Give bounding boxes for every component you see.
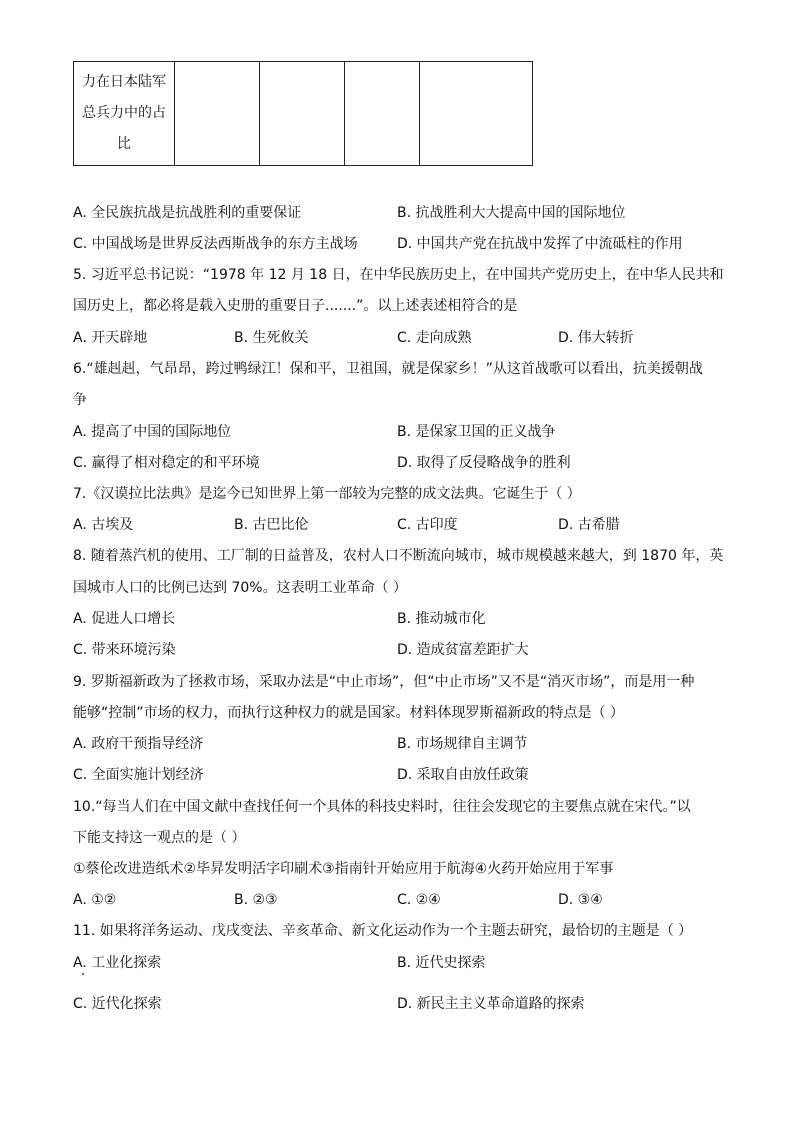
q6-stem-line2: 争 [73,392,87,408]
q8-stem-line2: 国城市人口的比例已达到 70%。这表明工业革命（ ） [73,580,408,596]
q10-stem-line2: 下能支持这一观点的是（ ） [73,830,246,846]
q11-option-d: D. 新民主主义革命道路的探索 [397,996,585,1012]
q9-option-a: A. 政府干预指导经济 [73,736,204,752]
q8-option-c: C. 带来环境污染 [73,642,176,658]
row-label-line: 力在日本陆军 [82,74,166,90]
q10-stem-line1: 10.“每当人们在中国文献中查找任何一个具体的科技史料时，往往会发现它的主要焦点就在宋代。”以 [73,799,691,815]
table-row [74,62,533,166]
table-cell [345,62,420,166]
table-cell [260,62,345,166]
row-label-line: 比 [117,136,131,152]
q8-option-a: A. 促进人口增长 [73,611,176,627]
table-row-label [74,62,175,166]
q6-option-d: D. 取得了反侵略战争的胜利 [397,455,571,471]
q10-option-d: D. ③④ [558,892,603,908]
q9-stem-line1: 9. 罗斯福新政为了拯救市场，采取办法是“中止市场”，但“中止市场”又不是“消灭市场”，而是用一种 [73,674,695,690]
data-table [73,61,533,166]
q5-stem-line2: 国历史上，都必将是载入史册的重要日子.......”。以上述表述相符合的是 [73,298,518,314]
q11-option-c: C. 近代化探索 [73,996,162,1012]
q5-stem-line1: 5. 习近平总书记说：“1978 年 12 月 18 日，在中华民族历史上，在中国共产党历史上，在中华人民共和 [73,267,724,283]
q4-option-b: B. 抗战胜利大大提高中国的国际地位 [397,205,626,221]
q11-option-a: A. 工业化探索 [73,955,162,971]
q5-option-c: C. 走向成熟 [397,330,472,346]
q5-option-d: D. 伟大转折 [558,330,634,346]
stray-dot [82,973,84,975]
q6-option-b: B. 是保家卫国的正义战争 [397,424,556,440]
q7-option-c: C. 古印度 [397,517,458,533]
q8-option-b: B. 推动城市化 [397,611,486,627]
q10-option-b: B. ②③ [234,892,278,908]
q6-option-c: C. 赢得了相对稳定的和平环境 [73,455,260,471]
q7-stem-line1: 7.《汉谟拉比法典》是迄今已知世界上第一部较为完整的成文法典。它诞生于（ ） [73,486,581,502]
q5-option-b: B. 生死攸关 [234,330,309,346]
table-cell [175,62,260,166]
q9-stem-line2: 能够“控制”市场的权力，而执行这种权力的就是国家。材料体现罗斯福新政的特点是（ ） [73,705,624,721]
q6-stem-line1: 6.“雄赳赳，气昂昂，跨过鸭绿江！保和平，卫祖国，就是保家乡！”从这首战歌可以看出，抗美援朝战 [73,361,703,377]
q8-option-d: D. 造成贫富差距扩大 [397,642,529,658]
q10-option-a: A. ①② [73,892,117,908]
q4-option-a: A. 全民族抗战是抗战胜利的重要保证 [73,205,302,221]
q9-option-b: B. 市场规律自主调节 [397,736,528,752]
q7-option-a: A. 古埃及 [73,517,134,533]
q5-option-a: A. 开天辟地 [73,330,148,346]
q10-stem-line3: ①蔡伦改进造纸术②毕昇发明活字印刷术③指南针开始应用于航海④火药开始应用于军事 [73,861,614,877]
q9-option-c: C. 全面实施计划经济 [73,767,204,783]
row-label-line: 总兵力中的占 [82,105,166,121]
q7-option-b: B. 古巴比伦 [234,517,309,533]
q11-stem-line1: 11. 如果将洋务运动、戊戌变法、辛亥革命、新文化运动作为一个主题去研究，最恰切的主题是（ ） [73,923,693,939]
q4-option-d: D. 中国共产党在抗战中发挥了中流砥柱的作用 [397,236,683,252]
q9-option-d: D. 采取自由放任政策 [397,767,529,783]
q6-option-a: A. 提高了中国的国际地位 [73,424,232,440]
q11-option-b: B. 近代史探索 [397,955,486,971]
q10-option-c: C. ②④ [397,892,441,908]
q7-option-d: D. 古希腊 [558,517,620,533]
table-cell [420,62,533,166]
q8-stem-line1: 8. 随着蒸汽机的使用、工厂制的日益普及，农村人口不断流向城市，城市规模越来越大，到 1870 年，英 [73,548,724,564]
q4-option-c: C. 中国战场是世界反法西斯战争的东方主战场 [73,236,358,252]
